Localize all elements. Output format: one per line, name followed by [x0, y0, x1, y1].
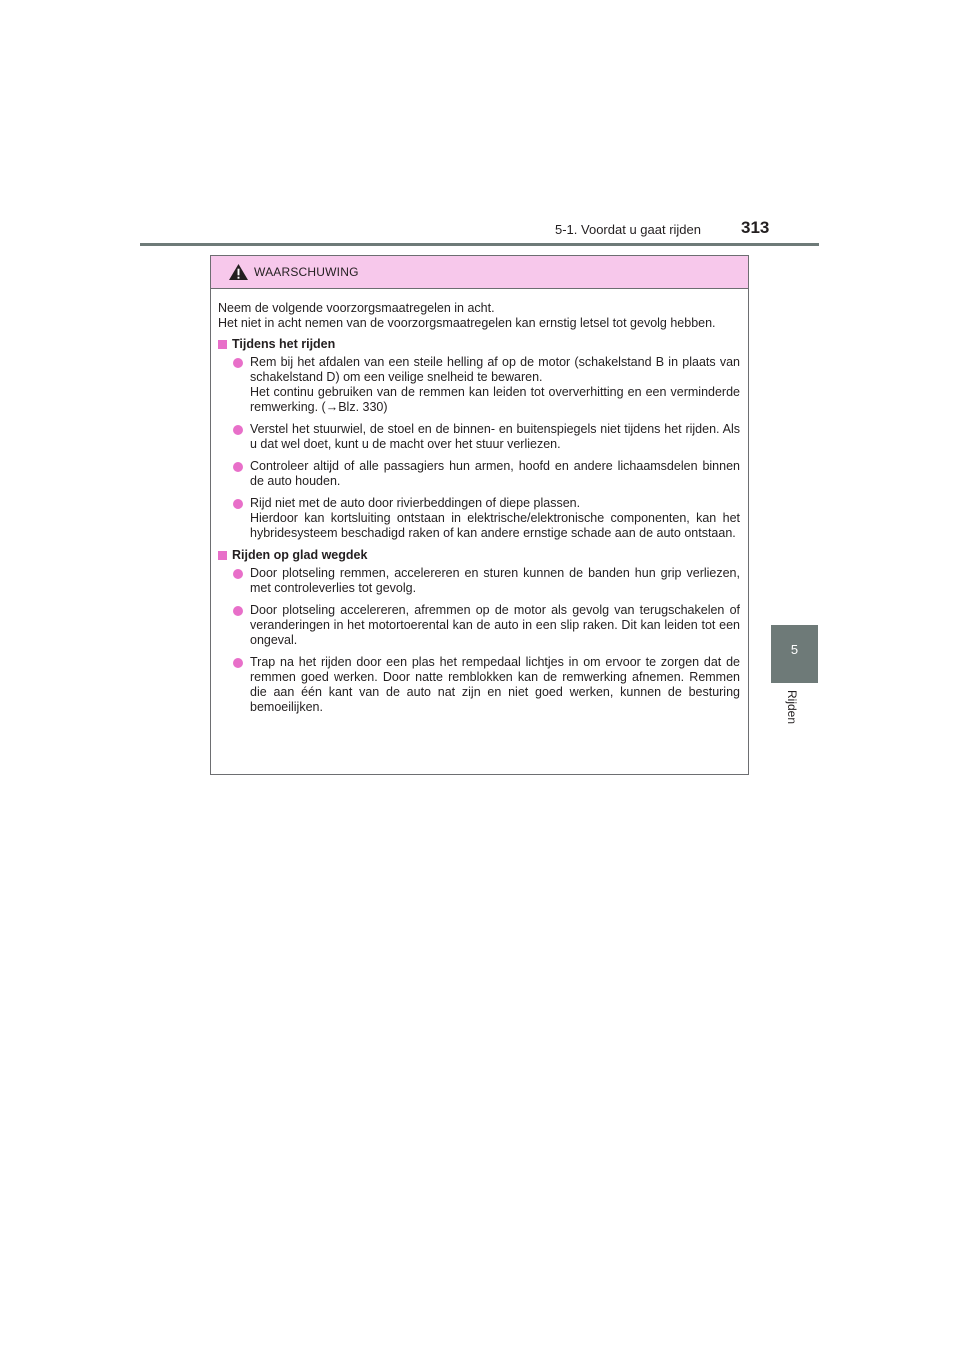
list-item-text: Rijd niet met de auto door rivierbeddingen of diepe plassen. [250, 496, 581, 510]
group-heading-text: Tijdens het rijden [232, 337, 336, 351]
dot-bullet-icon [233, 462, 243, 472]
warning-header [211, 256, 748, 289]
list-item [233, 459, 740, 489]
intro-line: Het niet in acht nemen van de voorzorgsmaatregelen kan ernstig letsel tot gevolg hebben. [218, 316, 716, 330]
list-item-text: Het continu gebruiken van de remmen kan leiden tot oververhitting en een verminderde remwerking. (→Blz. 330) [250, 385, 740, 414]
dot-bullet-icon [233, 425, 243, 435]
list-item-text: Rem bij het afdalen van een steile helling af op de motor (schakelstand B in plaats van schakelstand D) om een veilige snelheid te bewaren. [250, 355, 740, 384]
dot-bullet-icon [233, 658, 243, 668]
group-heading-text: Rijden op glad wegdek [232, 548, 368, 562]
section-title: 5-1. Voordat u gaat rijden [555, 222, 701, 237]
list-item-text: Trap na het rijden door een plas het rempedaal lichtjes in om ervoor te zorgen dat de remmen goed werken. Door natte remblokken kan de remwerking afnemen. Remmen die aan één kant van de auto nat zijn en niet goed werken, kunnen de besturing bemoeilijken. [250, 655, 740, 714]
dot-bullet-icon [233, 499, 243, 509]
list-item-text: Door plotseling accelereren, afremmen op de motor als gevolg van terugschakelen of veranderingen in het motortoerental kan de auto in een slip raken. Dit kan leiden tot een ongeval. [250, 603, 740, 647]
square-bullet-icon [218, 551, 227, 560]
page-number: 313 [741, 218, 770, 237]
list-item [233, 355, 740, 415]
group-heading [218, 337, 740, 352]
chapter-number: 5 [790, 642, 799, 657]
chapter-label: Rijden [785, 690, 799, 725]
list-item-text: Controleer altijd of alle passagiers hun armen, hoofd en andere lichaamsdelen binnen de auto houden. [250, 459, 740, 488]
list-item-text: Hierdoor kan kortsluiting ontstaan in elektrische/elektronische componenten, kan het hybridesysteem beschadigd raken of kan andere ernstige schade aan de auto ontstaan. [250, 511, 740, 540]
warning-intro [218, 301, 740, 331]
list-item [233, 566, 740, 596]
header-rule [140, 243, 819, 246]
intro-line: Neem de volgende voorzorgsmaatregelen in acht. [218, 301, 495, 315]
dot-bullet-icon [233, 569, 243, 579]
dot-bullet-icon [233, 606, 243, 616]
square-bullet-icon [218, 340, 227, 349]
dot-bullet-icon [233, 358, 243, 368]
list-item [233, 655, 740, 715]
list-item [233, 496, 740, 541]
warning-box [210, 255, 749, 775]
warning-title: WAARSCHUWING [254, 265, 359, 279]
list-item-text: Verstel het stuurwiel, de stoel en de binnen- en buitenspiegels niet tijdens het rijden. Als u dat wel doet, kunt u de macht over het stuur verliezen. [250, 422, 740, 451]
list-item-text: Door plotseling remmen, accelereren en sturen kunnen de banden hun grip verliezen, met controleverlies tot gevolg. [250, 566, 740, 595]
chapter-tab[interactable] [771, 625, 818, 683]
warning-triangle-icon [228, 263, 249, 281]
list-item [233, 422, 740, 452]
list-item [233, 603, 740, 648]
warning-body [211, 289, 748, 715]
group-heading [218, 548, 740, 563]
